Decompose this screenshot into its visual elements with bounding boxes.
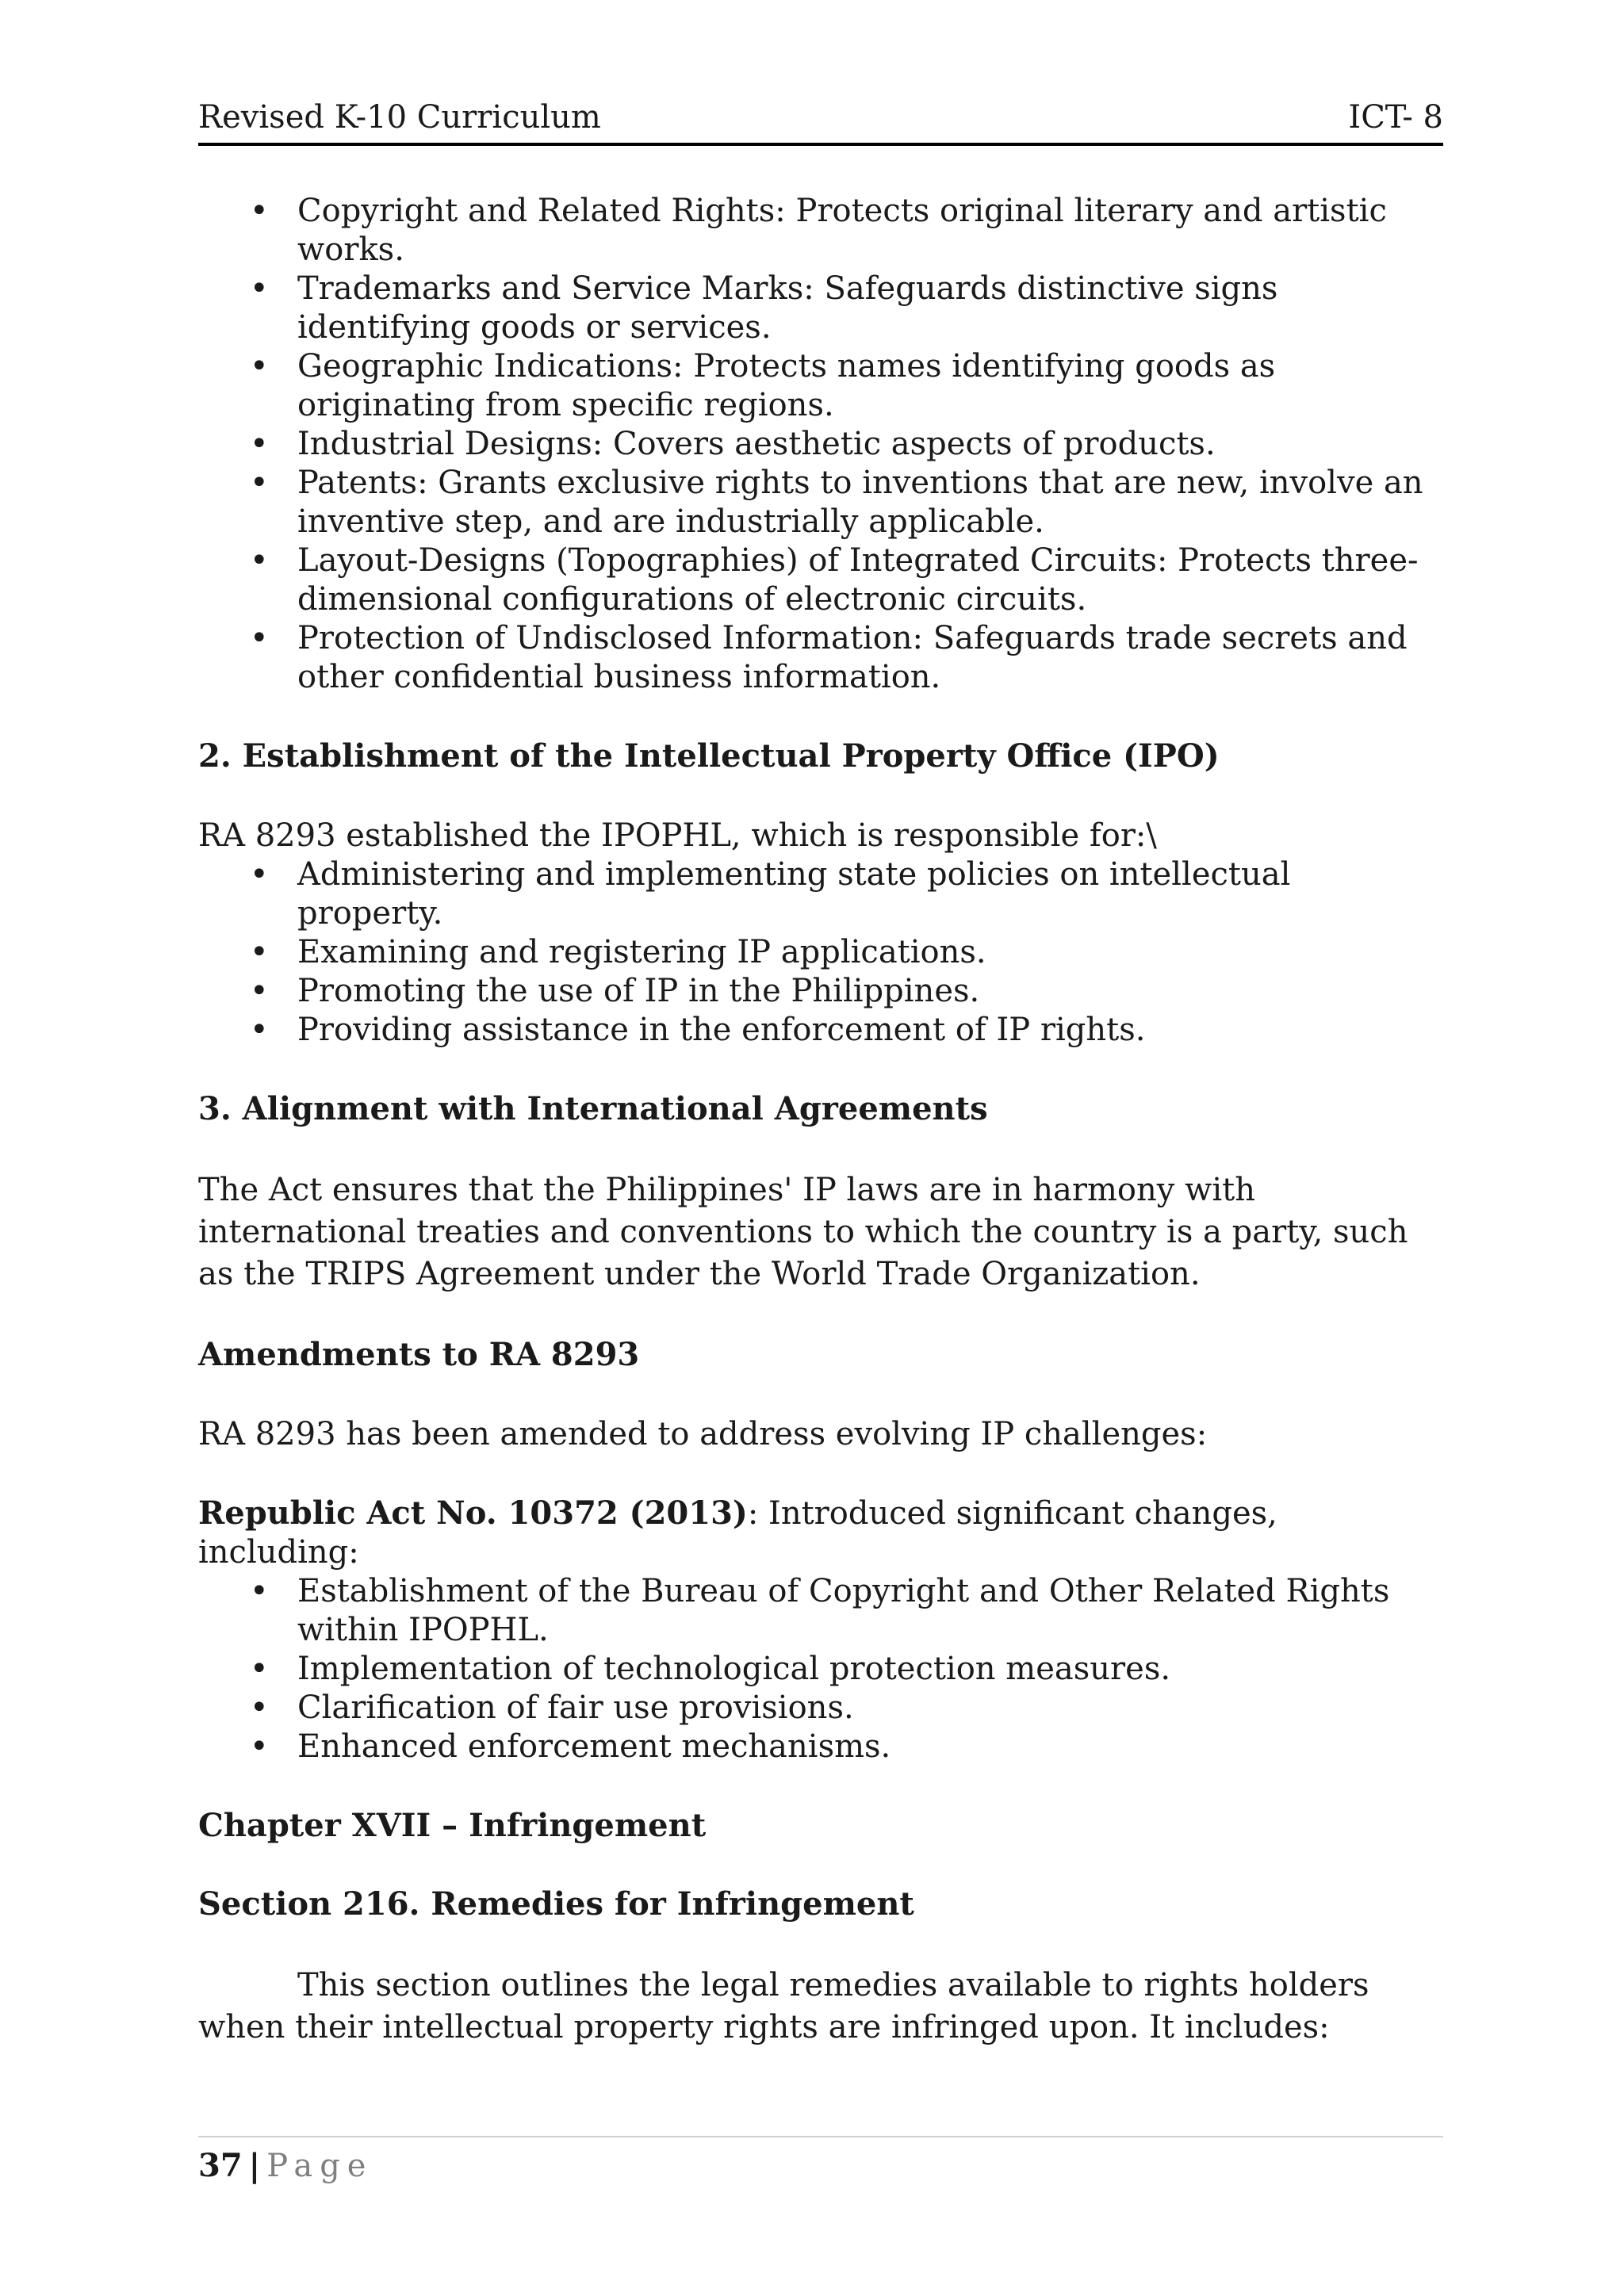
- amendment-changes-list: [198, 1572, 1443, 1766]
- ipophl-responsibilities-list: [198, 855, 1443, 1050]
- amendments-intro: RA 8293 has been amended to address evolving IP challenges:: [198, 1416, 1208, 1452]
- page-number: 37: [198, 2147, 243, 2184]
- page-footer: [198, 2136, 1443, 2190]
- list-item: • Providing assistance in the enforcement of IP rights.: [198, 1011, 1443, 1050]
- list-item: • Patents: Grants exclusive rights to inventions that are new, involve an inventive step, and are industrially applicable.: [198, 464, 1443, 541]
- section-3-body: The Act ensures that the Philippines' IP laws are in harmony with international treaties and conventions to which the country is a party, such as the TRIPS Agreement under the World Trade Organization.: [198, 1172, 1408, 1292]
- chapter-heading: Chapter XVII – Infringement: [198, 1807, 707, 1844]
- rights-list: [198, 192, 1443, 697]
- header-curriculum-title: Revised K-10 Curriculum: [198, 99, 601, 136]
- republic-act-title: Republic Act No. 10372 (2013): [198, 1494, 748, 1532]
- list-item: • Industrial Designs: Covers aesthetic aspects of products.: [198, 425, 1443, 464]
- list-item: • Establishment of the Bureau of Copyright and Other Related Rights within IPOPHL.: [198, 1572, 1443, 1650]
- section-216-heading: Section 216. Remedies for Infringement: [198, 1885, 914, 1923]
- list-item: • Promoting the use of IP in the Philippines.: [198, 972, 1443, 1011]
- list-item: • Administering and implementing state policies on intellectual property.: [198, 855, 1443, 933]
- list-item: • Examining and registering IP applications.: [198, 933, 1443, 972]
- republic-act-description: : Introduced significant changes, including:: [198, 1495, 1277, 1571]
- page-label: Page: [266, 2148, 373, 2184]
- footer-separator: |: [248, 2147, 261, 2184]
- page-header: [198, 94, 1443, 146]
- list-item: • Layout-Designs (Topographies) of Integrated Circuits: Protects three-dimensional configurations of electronic circuits.: [198, 541, 1443, 619]
- republic-act-paragraph: [198, 1494, 1443, 1572]
- section-3-heading: 3. Alignment with International Agreements: [198, 1090, 988, 1127]
- list-item: • Clarification of fair use provisions.: [198, 1689, 1443, 1728]
- section-216-body: This section outlines the legal remedies available to rights holders when their intellectual property rights are infringed upon. It includes:: [198, 1967, 1369, 2045]
- section-2-intro: RA 8293 established the IPOPHL, which is responsible for:\: [198, 817, 1157, 854]
- section-2-heading: 2. Establishment of the Intellectual Property Office (IPO): [198, 737, 1220, 775]
- list-item: • Trademarks and Service Marks: Safeguards distinctive signs identifying goods or services.: [198, 270, 1443, 347]
- page-content: [198, 192, 1443, 2049]
- list-item: • Protection of Undisclosed Information: Safeguards trade secrets and other confidential business information.: [198, 619, 1443, 697]
- list-item: • Enhanced enforcement mechanisms.: [198, 1728, 1443, 1766]
- amendments-heading: Amendments to RA 8293: [198, 1336, 640, 1373]
- header-subject-code: ICT- 8: [1348, 99, 1443, 136]
- list-item: • Geographic Indications: Protects names identifying goods as originating from specific regions.: [198, 347, 1443, 425]
- list-item: • Copyright and Related Rights: Protects original literary and artistic works.: [198, 192, 1443, 270]
- list-item: • Implementation of technological protection measures.: [198, 1650, 1443, 1689]
